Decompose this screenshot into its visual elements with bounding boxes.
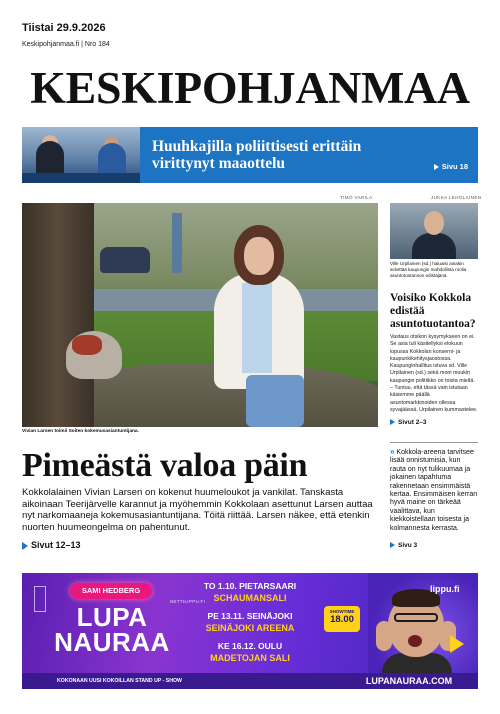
play-arrow-icon bbox=[390, 419, 395, 425]
teaser-page-ref bbox=[434, 162, 468, 171]
lead-page-ref[interactable] bbox=[22, 540, 81, 550]
main-photo-credit: TIMO VARILA bbox=[340, 195, 373, 200]
advertisement[interactable] bbox=[22, 573, 478, 689]
side-story-headline[interactable]: Voisiko Kokkola edistää asuntotuotantoa? bbox=[390, 292, 476, 330]
brief-text[interactable] bbox=[390, 448, 478, 533]
teaser-headline: Huuhkajilla poliittisesti erittäin virittynyt maaottelu bbox=[152, 138, 362, 172]
venue-logo-icon bbox=[34, 586, 46, 612]
ad-showtime bbox=[324, 606, 360, 632]
edition-site-number: Keskipohjanmaa.fi | Nro 184 bbox=[22, 41, 110, 48]
arrow-right-icon bbox=[450, 635, 464, 653]
teaser-page-label: Sivu 18 bbox=[441, 162, 468, 171]
ad-showtime-label: SHOWTIME bbox=[329, 609, 355, 614]
main-photo-caption: Vivian Larsen toimii Soiten kokemusasiantuntijana. bbox=[22, 429, 139, 434]
edition-date: Tiistai 29.9.2026 bbox=[22, 22, 106, 34]
play-arrow-icon bbox=[390, 542, 395, 548]
side-story-page-ref[interactable] bbox=[390, 419, 427, 426]
teaser-photo bbox=[22, 127, 140, 183]
ad-show-2-venue: SEINÄJOKI AREENA bbox=[205, 623, 295, 633]
main-photo[interactable] bbox=[22, 203, 378, 427]
divider bbox=[390, 442, 478, 443]
ad-subtitle: KOKONAAN UUSI KOKOILLAN STAND UP - SHOW bbox=[57, 678, 182, 684]
brief-body: Kokkola-areena tarvitsee lisää onnistumisia, kun rauta on nyt tulikuumaa ja jokainen tapahtuma rakennetaan ensimmäistä kertaa. Ensimmäisen kerran hyvä maine on tärkeää vaalittava, kun kiekkoistellaan toisesta ja kolmannesta kerrasta. bbox=[390, 449, 478, 532]
ad-show-3-venue: MADETOJAN SALI bbox=[210, 653, 290, 663]
ad-performer: SAMI HEDBERG bbox=[70, 583, 152, 599]
double-chevron-icon: » bbox=[390, 447, 395, 456]
side-photo-caption: Ville Urpilainen (sd.) haluaisi ainakin selvittää kaupungin mahdollista roolia asuntotuotannon edistäjänä. bbox=[390, 261, 467, 278]
ad-show-1-venue: SCHAUMANSALI bbox=[213, 593, 287, 603]
ad-title: LUPA NAURAA bbox=[54, 602, 170, 657]
glasses-icon bbox=[394, 613, 438, 622]
brief-page: Sivu 3 bbox=[398, 542, 418, 549]
side-photo[interactable] bbox=[390, 203, 478, 259]
lead-pages: Sivut 12–13 bbox=[31, 540, 81, 550]
side-story-body: Vastaus otsikon kysymykseen on ei. Se asia tuli käsitellyksi elokuun lopussa Kokkolan konserni- ja kaupunkikehitysjaostossa. Kaupunginhallitus istuva sd. Ville Urpilainen (sd.) sekä moni muukin kaupungin politiikko on toista mieltä. – Tuntuu, että tässä vain istutaan käsiemme päällä asuntomarkkinoiden ollessa syvajäässä, Urpilainen kummastelee. bbox=[390, 334, 478, 413]
teaser-banner[interactable] bbox=[22, 127, 478, 183]
ad-showtime-value: 18.00 bbox=[330, 614, 354, 625]
ad-show-2-date: PE 13.11. SEINÄJOKI bbox=[207, 611, 293, 621]
ad-ticket-brand[interactable]: lippu.fi bbox=[430, 584, 460, 594]
masthead-title: KESKIPOHJANMAA bbox=[30, 63, 470, 113]
side-story-pages: Sivut 2–3 bbox=[398, 419, 427, 426]
ad-url[interactable]: LUPANAURAA.COM bbox=[365, 676, 453, 686]
ad-show-3-date: KE 16.12. OULU bbox=[217, 641, 283, 651]
lead-headline[interactable]: Pimeästä valoa päin bbox=[22, 447, 308, 484]
ad-show-1-date: TO 1.10. PIETARSAARI bbox=[203, 581, 297, 591]
lead-paragraph: Kokkolalainen Vivian Larsen on kokenut huumeloukot ja vankilat. Tanskasta aikoinaan Teerijärvelle karannut ja myöhemmin Kokkolaan asettunut Larsen auttaa nyt narkomaaneja kokemusasiantuntijana. Töitä riittää. Larsen näkee, että etenkin nuorten huumeongelma on pahentunut. bbox=[22, 487, 373, 533]
play-arrow-icon bbox=[22, 542, 28, 550]
brief-page-ref[interactable] bbox=[390, 542, 417, 549]
play-arrow-icon bbox=[434, 164, 439, 170]
ad-ticket-source: NETTILIPPU.FI bbox=[170, 599, 206, 604]
masthead[interactable] bbox=[22, 58, 478, 118]
side-photo-credit: JUKKA LEHOLAINEN bbox=[431, 195, 482, 200]
